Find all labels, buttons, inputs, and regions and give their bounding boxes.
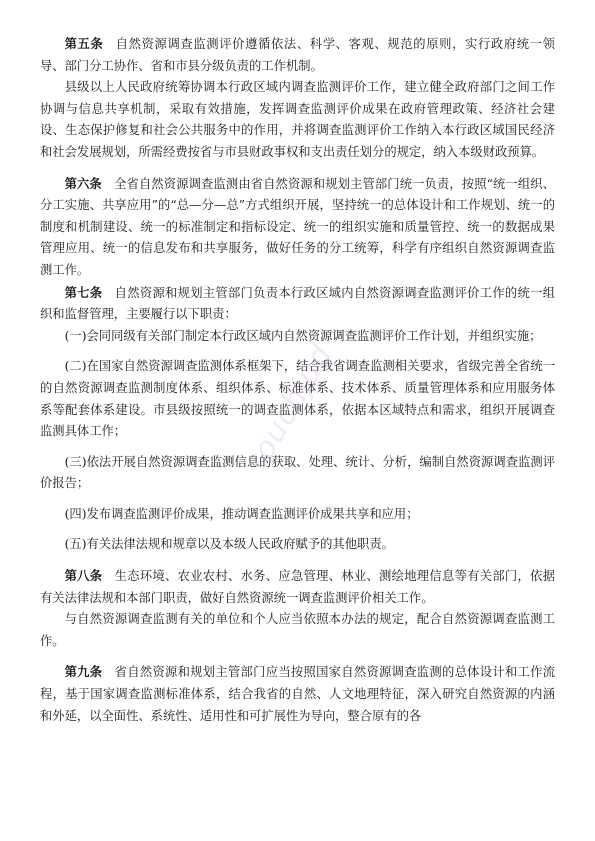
article-5-text-1: 自然资源调查监测评价遵循依法、科学、客观、规范的原则，实行政府统一领导、部门分工协作、省和市县分级负责的工作机制。 xyxy=(40,37,555,73)
article-7-item-3: (三)依法开展自然资源调查监测信息的获取、处理、统计、分析，编制自然资源调查监测评价报告； xyxy=(40,454,555,491)
watermark-logo: touchjud xyxy=(240,338,340,477)
article-5-para-2: 县级以上人民政府统筹协调本行政区域内调查监测评价工作，建立健全政府部门之间工作协调与信息共享机制，采取有效措施，发挥调查监测评价成果在政府管理政策、经济社会建设、生态保护修复和社会公共服务中的作用，并将调查监测评价工作纳入本行政区域国民经济和社会发展规划，所需经费按省与市县财政事权和支出责任划分的规定，纳入本级财政预算。 xyxy=(40,80,555,159)
article-5-para-1 xyxy=(40,33,555,77)
article-9-number: 第九条 xyxy=(64,664,103,680)
article-7-number: 第七条 xyxy=(64,284,103,300)
article-5-number: 第五条 xyxy=(64,36,104,51)
article-7-para-1 xyxy=(40,282,555,326)
article-7-item-5: (五)有关法律法规和规章以及本级人民政府赋予的其他职责。 xyxy=(64,537,394,552)
article-7-item-1: (一)会同同级有关部门制定本行政区域内自然资源调查监测评价工作计划，并组织实施； xyxy=(64,328,542,343)
article-7-item-2: (二)在国家自然资源调查监测体系框架下，结合我省调查监测相关要求，省级完善全省统一的自然资源调查监测制度体系、组织体系、标准体系、技术体系、质量管理体系和应用服务体系等配套体系建设。市县级按照统一的调查监测体系，依据本区域特点和需求，组织开展调查监测具体工作； xyxy=(40,359,555,439)
article-6-para-1 xyxy=(40,173,555,282)
article-6-text-1: 全省自然资源调查监测由省自然资源和规划主管部门统一负责，按照“统一组织、分工实施、共享应用”的“总—分—总”方式组织开展，坚持统一的总体设计和工作规划、统一的制度和机制建设、统一的标准制定和指标设定、统一的组织实施和质量管控、统一的数据成果管理应用、统一的信息发布和共享服务，做好任务的分工统筹，科学有序组织自然资源调查监测工作。 xyxy=(40,176,555,277)
article-7-item-4: (四)发布调查监测评价成果，推动调查监测评价成果共享和应用； xyxy=(64,506,419,521)
article-8-number: 第八条 xyxy=(64,568,103,584)
article-9-text-1: 省自然资源和规划主管部门应当按照国家自然资源调查监测的总体设计和工作流程，基于国家调查监测标准体系，结合我省的自然、人文地理特征，深入研究自然资源的内涵和外延，以全面性、系统性、适用性和可扩展性为导向，整合原有的各 xyxy=(40,665,555,723)
article-8-para-2: 与自然资源调查监测有关的单位和个人应当依照本办法的规定，配合自然资源调查监测工作。 xyxy=(40,612,555,648)
article-6-number: 第六条 xyxy=(64,175,102,191)
article-8-para-1 xyxy=(40,565,555,609)
article-9-para-1 xyxy=(40,661,555,727)
article-7-text-1: 自然资源和规划主管部门负责本行政区域内自然资源调查监测评价工作的统一组织和监督管理，主要履行以下职责： xyxy=(40,285,555,322)
article-8-text-1: 生态环境、农业农村、水务、应急管理、林业、测绘地理信息等有关部门，依据有关法律法规和本部门职责，做好自然资源统一调查监测评价相关工作。 xyxy=(40,569,555,605)
